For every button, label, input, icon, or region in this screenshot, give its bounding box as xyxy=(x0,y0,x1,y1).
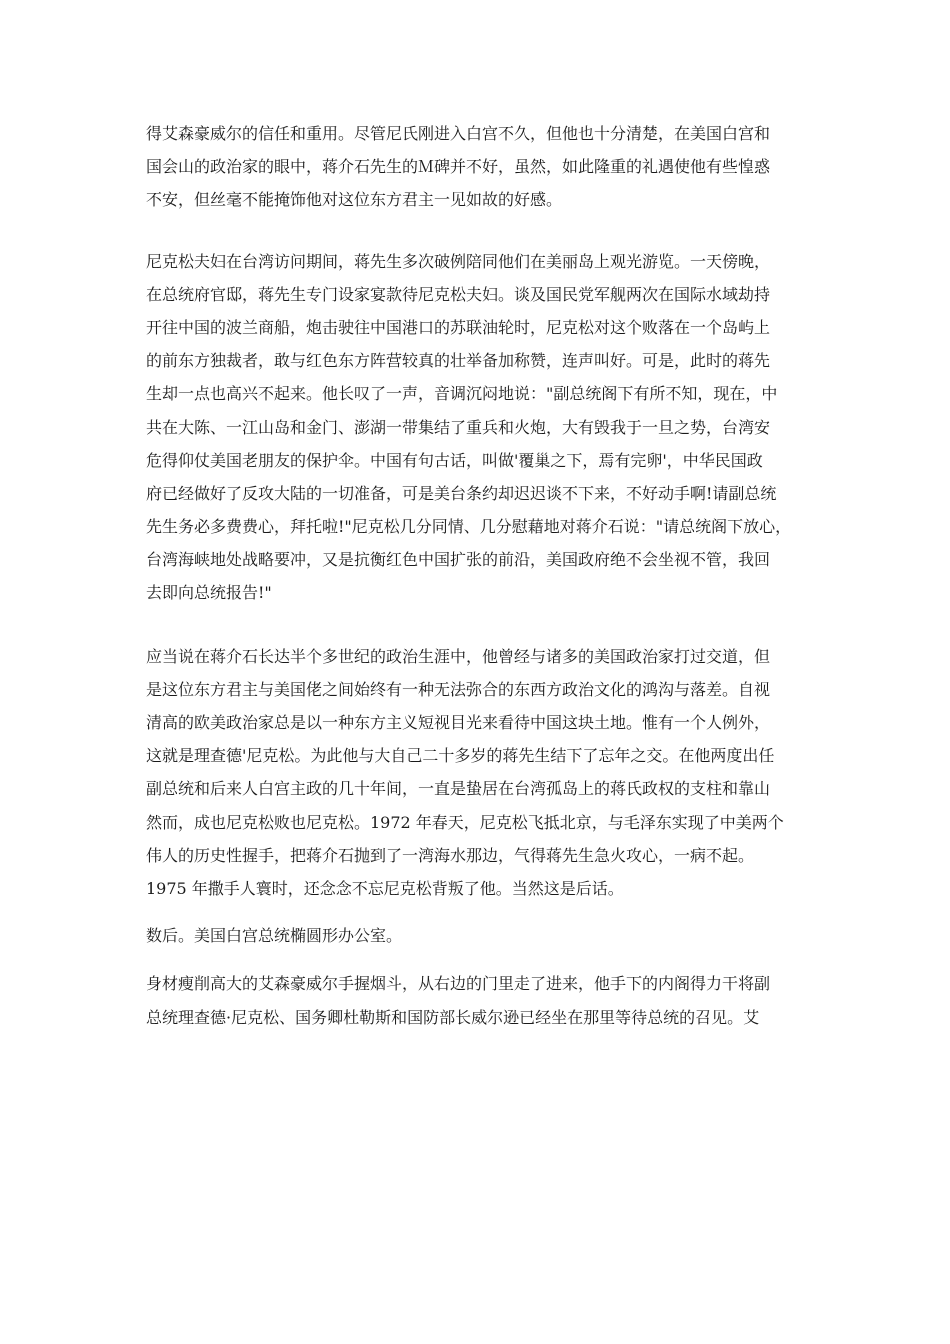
text-line: 去即向总统报告!" xyxy=(146,583,272,603)
paragraph-3 xyxy=(146,640,822,906)
text-line: 生却一点也高兴不起来。他长叹了一声，音调沉闷地说："副总统阁下有所不知，现在，中 xyxy=(146,384,778,404)
text-line: 国会山的政治家的眼中，蒋介石先生的Ｍ碑并不好，虽然，如此隆重的礼遇使他有些惶惑 xyxy=(146,157,771,177)
text-line: 台湾海峡地处战略要冲，又是抗衡红色中国扩张的前沿，美国政府绝不会坐视不管，我回 xyxy=(146,550,771,570)
text-line: 府已经做好了反攻大陆的一切准备，可是美台条约却迟迟谈不下来，不好动手啊!请副总统 xyxy=(146,483,777,503)
text-line: 不安，但丝毫不能掩饰他对这位东方君主一见如故的好感。 xyxy=(146,190,563,210)
text-line: 清高的欧美政治家总是以一种东方主义短视目光来看待中国这块土地。惟有一个人例外， xyxy=(146,713,771,732)
text-line: 这就是理查德'尼克松。为此他与大自己二十多岁的蒋先生结下了忘年之交。在他两度出任 xyxy=(146,746,775,766)
paragraph-5 xyxy=(146,967,822,1033)
text-line: 在总统府官邸，蒋先生专门设家宴款待尼克松夫妇。谈及国民党军舰两次在国际水域劫持 xyxy=(146,284,771,304)
paragraph-4 xyxy=(146,919,822,952)
text-line: 共在大陈、一江山岛和金门、澎湖一带集结了重兵和火炮，大有毁我于一旦之势，台湾安 xyxy=(146,417,771,437)
text-line: 伟人的历史性握手，把蒋介石抛到了一湾海水那边，气得蒋先生急火攻心，一病不起。 xyxy=(146,845,755,865)
text-line: 开往中国的波兰商船，炮击驶往中国港口的苏联油轮时，尼克松对这个败落在一个岛屿上 xyxy=(146,317,771,337)
text-line: 身材瘦削高大的艾森豪威尔手握烟斗，从右边的门里走了进来，他手下的内阁得力干将副 xyxy=(146,974,771,994)
text-line: 是这位东方君主与美国佬之间始终有一种无法弥合的东西方政治文化的鸿沟与落差。自视 xyxy=(146,679,771,699)
text-line: 数后。美国白宫总统椭圆形办公室。 xyxy=(146,926,403,946)
text-line: 先生务必多费费心，拜托啦!"尼克松几分同情、几分慰藉地对蒋介石说："请总统阁下放心， xyxy=(146,517,792,537)
text-line: 1975 年撒手人寰时，还念念不忘尼克松背叛了他。当然这是后话。 xyxy=(146,878,624,898)
text-line: 危得仰仗美国老朋友的保护伞。中国有句古话，叫做'覆巢之下，焉有完卵'，中华民国政 xyxy=(146,450,763,470)
text-line: 得艾森豪威尔的信任和重用。尽管尼氏刚进入白宫不久，但他也十分清楚，在美国白宫和 xyxy=(146,124,771,143)
document-body xyxy=(146,117,822,1034)
text-line: 应当说在蒋介石长达半个多世纪的政治生涯中，他曾经与诸多的美国政治家打过交道，但 xyxy=(146,646,771,666)
paragraph-1 xyxy=(146,117,822,217)
text-line: 副总统和后来人白宫主政的几十年间，一直是蛰居在台湾孤岛上的蒋氏政权的支柱和靠山 xyxy=(146,779,771,799)
paragraph-2 xyxy=(146,245,822,610)
text-line: 然而，成也尼克松败也尼克松。1972 年春天，尼克松飞抵北京，与毛泽东实现了中美两个 xyxy=(146,812,784,832)
text-line: 尼克松夫妇在台湾访问期间，蒋先生多次破例陪同他们在美丽岛上观光游览。一天傍晚， xyxy=(146,251,771,271)
text-line: 的前东方独裁者，敢与红色东方阵营较真的壮举备加称赞，连声叫好。可是，此时的蒋先 xyxy=(146,351,771,371)
text-line: 总统理查德·尼克松、国务卿杜勒斯和国防部长威尔逊已经坐在那里等待总统的召见。艾 xyxy=(146,1007,760,1027)
